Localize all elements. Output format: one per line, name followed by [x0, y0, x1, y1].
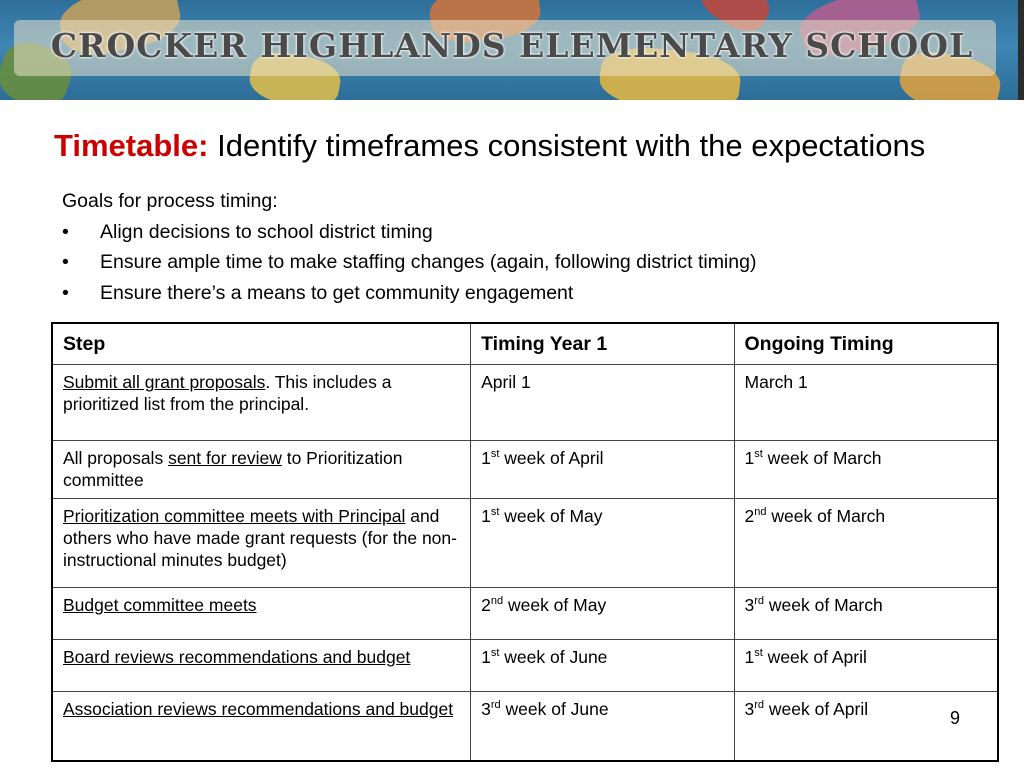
timing-year1-cell [471, 588, 734, 640]
ordinal-number: 1 [481, 448, 491, 468]
ordinal-suffix: nd [754, 506, 767, 519]
slide-title-lead: Timetable: [54, 128, 209, 163]
timing-text: week of May [503, 595, 607, 615]
ordinal-suffix: st [490, 448, 500, 461]
step-link: Board reviews recommendations and budget [63, 647, 411, 667]
timing-year1-cell [471, 365, 734, 441]
timing-text: week of March [762, 448, 882, 468]
ordinal-number: 3 [744, 595, 755, 615]
step-cell [52, 692, 471, 762]
step-link: Budget committee meets [63, 595, 257, 615]
ordinal-suffix: rd [754, 595, 765, 608]
bullet-icon: • [62, 251, 69, 273]
slide-title-rest: Identify timeframes consistent with the expectations [208, 128, 926, 163]
timing-text: week of April [764, 699, 869, 719]
timing-year1-cell [471, 441, 734, 499]
table-row [52, 441, 998, 499]
header-timing-year1: Timing Year 1 [471, 323, 734, 365]
ongoing-timing-cell [734, 365, 998, 441]
timing-text: week of March [764, 595, 883, 615]
ordinal-suffix: st [490, 647, 500, 660]
ordinal-suffix: rd [754, 699, 765, 712]
ongoing-timing-cell [734, 588, 998, 640]
slide-title [54, 128, 925, 164]
ongoing-timing-cell [734, 499, 998, 588]
table-row [52, 499, 998, 588]
table-row [52, 588, 998, 640]
goal-item [62, 217, 756, 248]
step-pre: All proposals [63, 448, 169, 468]
timing-text: week of May [499, 506, 603, 526]
table-header-row [52, 323, 998, 365]
goals-section [62, 186, 756, 308]
bullet-icon: • [62, 220, 69, 243]
timing-text: week of April [762, 647, 867, 667]
goal-item [62, 278, 756, 309]
ordinal-number: 1 [481, 647, 491, 667]
step-cell [52, 640, 471, 692]
table-row [52, 640, 998, 692]
step-cell [52, 588, 471, 640]
goal-text: Ensure there’s a means to get community engagement [100, 281, 574, 304]
page-number: 9 [950, 708, 961, 728]
school-banner [0, 0, 1024, 100]
goal-text: Ensure ample time to make staffing changes (again, following district timing) [100, 251, 757, 273]
ordinal-number: 3 [481, 699, 491, 719]
ordinal-suffix: st [490, 506, 500, 519]
timing-year1-cell [471, 640, 734, 692]
step-rest: and others who have made grant requests (for the non-instructional minutes budget) [63, 506, 457, 570]
bullet-icon: • [62, 281, 69, 304]
timing-year1-cell [471, 499, 734, 588]
step-link: Association reviews recommendations and budget [63, 699, 454, 719]
ongoing-timing-text: March 1 [744, 372, 808, 392]
ordinal-suffix: rd [490, 699, 501, 712]
timing-text: week of June [500, 699, 609, 719]
step-cell [52, 499, 471, 588]
timing-text: week of April [499, 448, 604, 468]
banner-edge [1018, 0, 1024, 100]
goals-heading: Goals for process timing: [62, 190, 278, 212]
step-rest: . This includes a prioritized list from the principal. [63, 372, 392, 414]
school-name: CROCKER HIGHLANDS ELEMENTARY SCHOOL [50, 26, 974, 65]
step-cell [52, 365, 471, 441]
table-row [52, 692, 998, 762]
ordinal-suffix: st [754, 647, 763, 660]
ordinal-number: 2 [744, 506, 755, 526]
timing-year1-text: April 1 [481, 372, 531, 392]
ongoing-timing-cell [734, 640, 998, 692]
header-step: Step [52, 323, 471, 365]
step-cell [52, 441, 471, 499]
ordinal-number: 2 [481, 595, 491, 615]
timing-year1-cell [471, 692, 734, 762]
timing-text: week of March [766, 506, 886, 526]
ongoing-timing-cell [734, 441, 998, 499]
header-ongoing-timing: Ongoing Timing [734, 323, 998, 365]
timetable [51, 322, 999, 762]
goal-item [62, 247, 756, 278]
step-rest: to Prioritization committee [63, 448, 403, 490]
step-link: Prioritization committee meets with Principal [63, 506, 406, 526]
ordinal-suffix: st [754, 448, 763, 461]
goal-text: Align decisions to school district timing [100, 220, 433, 243]
step-link: Submit all grant proposals [63, 372, 266, 392]
table-row [52, 365, 998, 441]
ordinal-number: 1 [744, 448, 755, 468]
step-link: sent for review [168, 448, 282, 468]
ordinal-suffix: nd [490, 595, 504, 608]
ordinal-number: 1 [481, 506, 491, 526]
ordinal-number: 3 [744, 699, 755, 719]
timing-text: week of June [499, 647, 608, 667]
ordinal-number: 1 [744, 647, 755, 667]
